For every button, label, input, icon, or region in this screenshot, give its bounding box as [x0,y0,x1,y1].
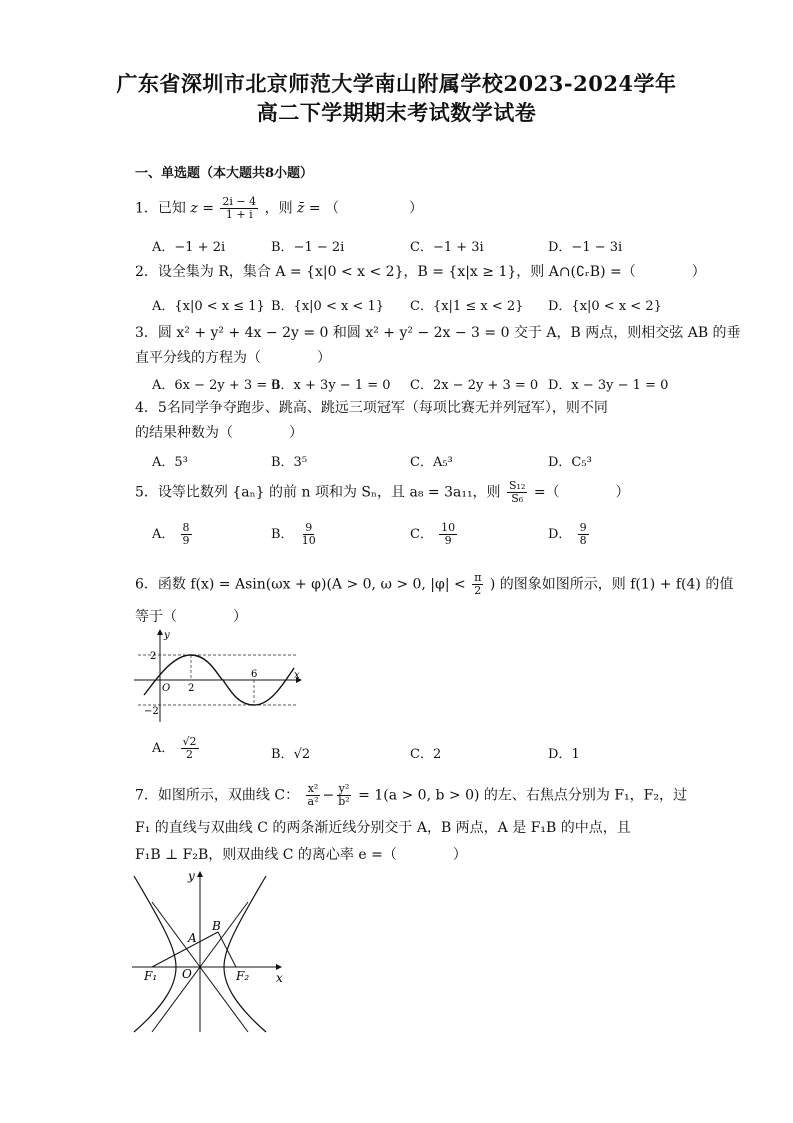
q6-origin-label: O [162,683,171,694]
question-4-line2: 的结果种数为（ ） [135,425,303,441]
q6-tick-yneg2: −2 [144,706,159,717]
q5-option-a-den: 9 [182,534,190,547]
q7-x-label: x [276,971,283,985]
q4-option-c: C．A₅³ [410,455,453,470]
q7-point-b-label: B [212,919,221,933]
q1-option-c: C．−1 + 3i [410,240,484,255]
q7-origin-label: O [182,967,192,981]
q7-y-label: y [188,869,195,883]
q5-option-b-fraction [300,522,318,547]
q7-x-arrow-icon [276,964,282,970]
q7-y-arrow-icon [197,871,203,877]
q5-fraction-denominator: S₆ [511,492,524,505]
q6-option-a-label: A． [152,741,175,756]
q5-option-c-num: 10 [441,521,456,534]
q3-option-b: B．x + 3y − 1 = 0 [271,378,391,393]
q1-zbar: z̄ = [297,200,321,217]
q6-fraction [472,572,483,597]
question-4-line1: 4．5名同学争夺跑步、跳高、跳远三项冠军（每项比赛无并列冠军），则不同 [135,400,608,416]
q5-option-b [271,522,320,547]
q6-option-d-label: D． [548,747,572,762]
q7-fraction-x-num: x² [307,782,319,795]
q5-option-a [152,522,194,547]
q7-fraction-y-den: b² [338,795,350,808]
q6-option-a [152,736,201,761]
q7-line-f1b [152,932,218,967]
question-5 [135,480,630,505]
q1-fraction-denominator: 1 + i [225,208,253,221]
q7-fraction-x [306,783,321,808]
q6-option-d-value: 1 [571,747,580,762]
q6-fraction-numerator: π [474,571,482,584]
q2-option-c: C．{x|1 ≤ x < 2} [410,299,524,314]
q7-fraction-x-den: a² [307,795,319,808]
q6-x-label: x [294,670,300,681]
q1-z: z = [190,200,214,217]
q1-option-a: A．−1 + 2i [152,240,226,255]
q6-prefix: 6．函数 f(x) = Asin(ωx + φ)(A > 0, ω > 0, |φ| < [135,576,466,593]
q6-tick-y2: 2 [150,651,157,662]
q6-option-d [548,743,580,762]
document-title-line2: 高二下学期期末考试数学试卷 [256,100,537,125]
q1-option-b: B．−1 − 2i [271,240,345,255]
q6-option-c-label: C． [410,747,433,762]
q5-option-b-num: 9 [305,521,313,534]
q1-paren-open: （ [325,200,340,217]
q7-focus-f1-label: F₁ [144,969,158,983]
q6-post: ) 的图象如图所示，则 f(1) + f(4) 的值 [489,576,734,593]
q5-fraction-numerator: S₁₂ [509,479,526,492]
q7-point-a-label: A [188,931,197,945]
q5-fraction [507,480,527,505]
q5-option-c [410,522,459,547]
q5-option-d-fraction [578,522,589,547]
q5-option-d-den: 8 [579,534,587,547]
question-7-line1 [135,783,687,808]
q7-fraction-y-num: y² [338,782,350,795]
q5-option-d [548,522,591,547]
q5-prefix: 5．设等比数列 {aₙ} 的前 n 项和为 Sₙ，且 a₈ = 3a₁₁，则 [135,484,501,501]
section-header-single-choice: 一、单选题（本大题共8小题） [135,166,314,181]
q7-prefix: 7．如图所示，双曲线 C： [135,787,300,804]
q6-sine-graph [132,628,304,724]
q7-focus-f2-label: F₂ [236,969,250,983]
q3-option-a: A．6x − 2y + 3 = 0 [152,378,280,393]
question-3-line1: 3．圆 x² + y² + 4x − 2y = 0 和圆 x² + y² − 2x − 3 = 0 交于 A，B 两点，则相交弦 AB 的垂 [135,325,741,341]
q6-fraction-denominator: 2 [474,584,482,597]
question-6-line1 [135,572,733,597]
document-title-line1: 广东省深圳市北京师范大学南山附属学校2023-2024学年 [116,71,677,96]
q1-post: ，则 [264,200,293,217]
q5-option-a-num: 8 [182,521,190,534]
q6-option-a-den: 2 [186,748,194,761]
q5-option-b-den: 10 [301,534,316,547]
q6-y-arrow-icon [157,629,163,635]
q2-option-a: A．{x|0 < x ≤ 1} [152,299,265,314]
q7-line-f2b [218,932,236,967]
q1-paren-close: ） [409,200,424,217]
question-3-line2: 直平分线的方程为（ ） [135,350,331,366]
q6-option-c-value: 2 [432,747,442,762]
question-7-line3: F₁B ⊥ F₂B，则双曲线 C 的离心率 e =（ ） [135,847,467,863]
q6-option-a-num: √2 [182,735,197,748]
q2-option-d: D．{x|0 < x < 2} [548,299,662,314]
q4-option-a: A．5³ [152,455,188,470]
q5-option-c-label: C． [410,527,433,542]
q1-fraction-numerator: 2i − 4 [222,195,257,208]
question-7-line2: F₁ 的直线与双曲线 C 的两条渐近线分别交于 A，B 两点，A 是 F₁B 的中点，且 [135,820,631,836]
q6-option-a-fraction [181,736,199,761]
q6-tick-x2: 2 [188,683,195,694]
q6-tick-x6: 6 [251,669,258,680]
q4-option-d: D．C₅³ [548,455,592,470]
q7-post: = 1(a > 0, b > 0) 的左、右焦点分别为 F₁，F₂，过 [358,787,687,804]
q6-option-c [410,743,441,762]
q6-y-label: y [164,630,170,641]
q6-option-b-value: √2 [293,747,311,762]
q7-minus: − [322,787,335,804]
q5-option-a-label: A． [152,527,175,542]
q1-option-d: D．−1 − 3i [548,240,623,255]
q5-option-a-fraction [181,522,192,547]
q5-option-d-num: 9 [579,521,587,534]
q5-option-c-fraction [439,522,457,547]
q1-fraction [220,196,258,221]
question-6-line2: 等于（ ） [135,609,247,625]
q3-option-d: D．x − 3y − 1 = 0 [548,378,669,393]
question-1 [135,196,423,221]
q3-option-c: C．2x − 2y + 3 = 0 [410,378,539,393]
q1-prefix: 1．已知 [135,200,186,217]
q4-option-b: B．3⁵ [271,455,308,470]
q5-post: =（ ） [533,484,630,501]
q7-hyperbola-graph [130,868,290,1034]
q6-option-b [271,743,310,762]
q7-fraction-y [336,783,351,808]
q5-option-d-label: D． [548,527,572,542]
q6-option-b-label: B． [271,747,294,762]
q2-option-b: B．{x|0 < x < 1} [271,299,384,314]
question-2: 2．设全集为 R，集合 A = {x|0 < x < 2}，B = {x|x ≥ 1}，则 A∩(∁ᵣB) =（ ） [135,264,706,280]
q5-option-b-label: B． [271,527,294,542]
q5-option-c-den: 9 [444,534,452,547]
